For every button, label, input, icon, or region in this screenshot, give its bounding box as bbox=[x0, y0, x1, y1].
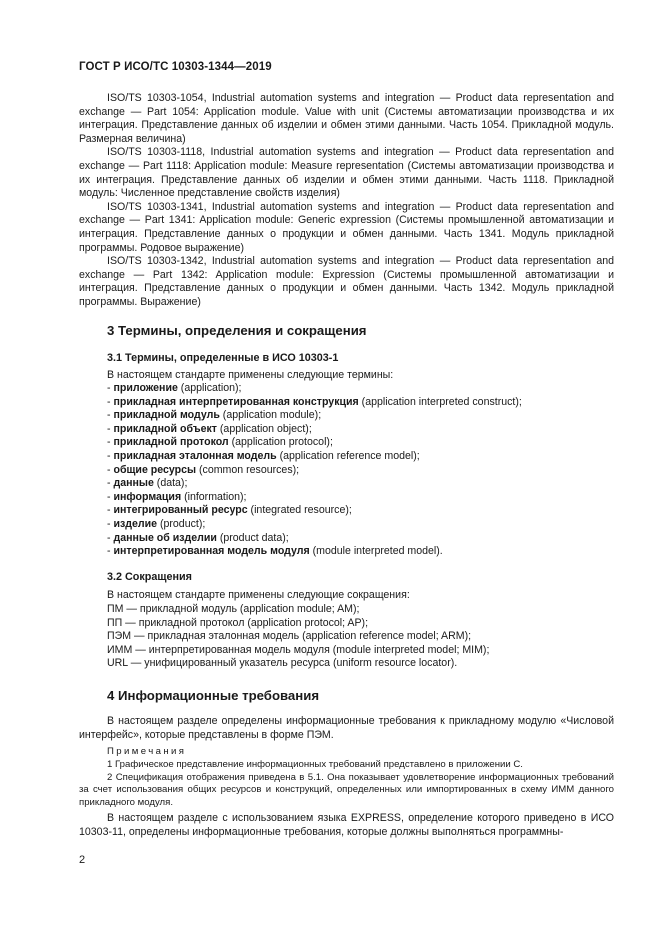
term: интерпретированная модель модуля bbox=[113, 545, 310, 558]
section-4-paragraph-2: В настоящем разделе с использованием языка EXPRESS, определение которого приведено в ИСО 10303-11, определены информационные требования, которые должны выполняться программны- bbox=[79, 812, 614, 838]
term: данные bbox=[113, 477, 154, 490]
list-item: - приложение (application); bbox=[107, 382, 242, 394]
list-item: ПП — прикладной протокол (application protocol; AP); bbox=[107, 616, 369, 629]
term: прикладная эталонная модель bbox=[113, 449, 277, 462]
reference-1118: ISO/TS 10303-1118, Industrial automation systems and integration — Product data representation and exchange — Part 1118: Application module: Measure representation (Системы автоматизации производства и их интеграция. Представление данных об изделии и обмен этими данными. Часть 1118. Прикладной модуль: Численное представление свойств изделия) bbox=[79, 146, 614, 200]
reference-1341: ISO/TS 10303-1341, Industrial automation systems and integration — Product data representation and exchange — Part 1341: Application module: Generic expression (Системы промышленной автоматизации и интеграция. Представление данных о продукции и обмен данными. Часть 1341. Модуль прикладной программы. Родовое выражение) bbox=[79, 200, 614, 254]
term: прикладная интерпретированная конструкция bbox=[113, 395, 359, 408]
term: изделие bbox=[113, 517, 158, 530]
term: прикладной объект bbox=[113, 422, 217, 435]
term: данные об изделии bbox=[113, 531, 217, 544]
abbreviations-list bbox=[107, 603, 489, 671]
reference-1342: ISO/TS 10303-1342, Industrial automation systems and integration — Product data representation and exchange — Part 1342: Application module: Expression (Системы промышленной автоматизации и интеграция. Представление данных о продукции и обмен данными. Часть 1342. Модуль прикладной программы. Выражение) bbox=[79, 255, 614, 308]
list-item: - изделие (product); bbox=[107, 517, 206, 530]
list-item: - прикладной модуль (application module); bbox=[107, 409, 322, 422]
section-3-1-heading: 3.1 Термины, определенные в ИСО 10303-1 bbox=[107, 352, 339, 364]
term: прикладной модуль bbox=[113, 409, 220, 422]
list-item: URL — унифицированный указатель ресурса (uniform resource locator). bbox=[107, 657, 458, 670]
term: общие ресурсы bbox=[113, 463, 197, 476]
notes-title: Примечания bbox=[107, 746, 187, 757]
page-number: 2 bbox=[79, 854, 86, 866]
terms-intro: В настоящем стандарте применены следующие термины: bbox=[107, 369, 394, 381]
list-item: - прикладной протокол (application protocol); bbox=[107, 436, 333, 449]
section-4-heading: 4 Информационные требования bbox=[107, 688, 320, 703]
section-4-paragraph-1: В настоящем разделе определены информационные требования к прикладному модулю «Числовой интерфейс», которые представлены в форме ПЭМ. bbox=[79, 715, 614, 741]
list-item: - интерпретированная модель модуля (module interpreted model). bbox=[107, 545, 443, 558]
list-item: ПМ — прикладной модуль (application module; AM); bbox=[107, 603, 360, 615]
list-item: - данные об изделии (product data); bbox=[107, 531, 289, 544]
section-3-2-heading: 3.2 Сокращения bbox=[107, 571, 192, 583]
section-3-heading: 3 Термины, определения и сокращения bbox=[107, 323, 367, 338]
list-item: - прикладной объект (application object); bbox=[107, 422, 312, 435]
note-2: 2 Спецификация отображения приведена в 5.1. Она показывает удовлетворение информационных требований за счет использования общих ресурсов и конструкций, определенных или импортированных в схему ИММ данного прикладного модуля. bbox=[79, 771, 614, 808]
list-item: - прикладная интерпретированная конструкция (application interpreted construct); bbox=[107, 395, 522, 408]
list-item: ПЭМ — прикладная эталонная модель (application reference model; ARM); bbox=[107, 630, 472, 643]
notes bbox=[79, 759, 614, 809]
list-item: ИММ — интерпретированная модель модуля (module interpreted model; MIM); bbox=[107, 643, 490, 656]
abbreviations-intro: В настоящем стандарте применены следующие сокращения: bbox=[107, 589, 410, 601]
note-1: 1 Графическое представление информационных требований представлено в приложении С. bbox=[107, 759, 523, 770]
list-item: - информация (information); bbox=[107, 490, 247, 503]
list-item: - данные (data); bbox=[107, 477, 188, 490]
list-item: - прикладная эталонная модель (application reference model); bbox=[107, 449, 420, 462]
list-item: - интегрированный ресурс (integrated resource); bbox=[107, 504, 352, 517]
normative-references bbox=[79, 92, 614, 310]
term: информация bbox=[113, 490, 182, 503]
term: прикладной протокол bbox=[113, 436, 229, 449]
reference-1054: ISO/TS 10303-1054, Industrial automation systems and integration — Product data representation and exchange — Part 1054: Application module. Value with unit (Системы автоматизации производства и их интеграция. Представление данных об изделии и обмен этими данными. Часть 1054. Прикладной модуль. Размерная величина) bbox=[79, 92, 614, 145]
terms-list bbox=[107, 382, 522, 559]
document-header: ГОСТ Р ИСО/ТС 10303-1344—2019 bbox=[79, 61, 272, 73]
term: приложение bbox=[113, 382, 178, 394]
list-item: - общие ресурсы (common resources); bbox=[107, 463, 300, 476]
term: интегрированный ресурс bbox=[113, 504, 248, 517]
